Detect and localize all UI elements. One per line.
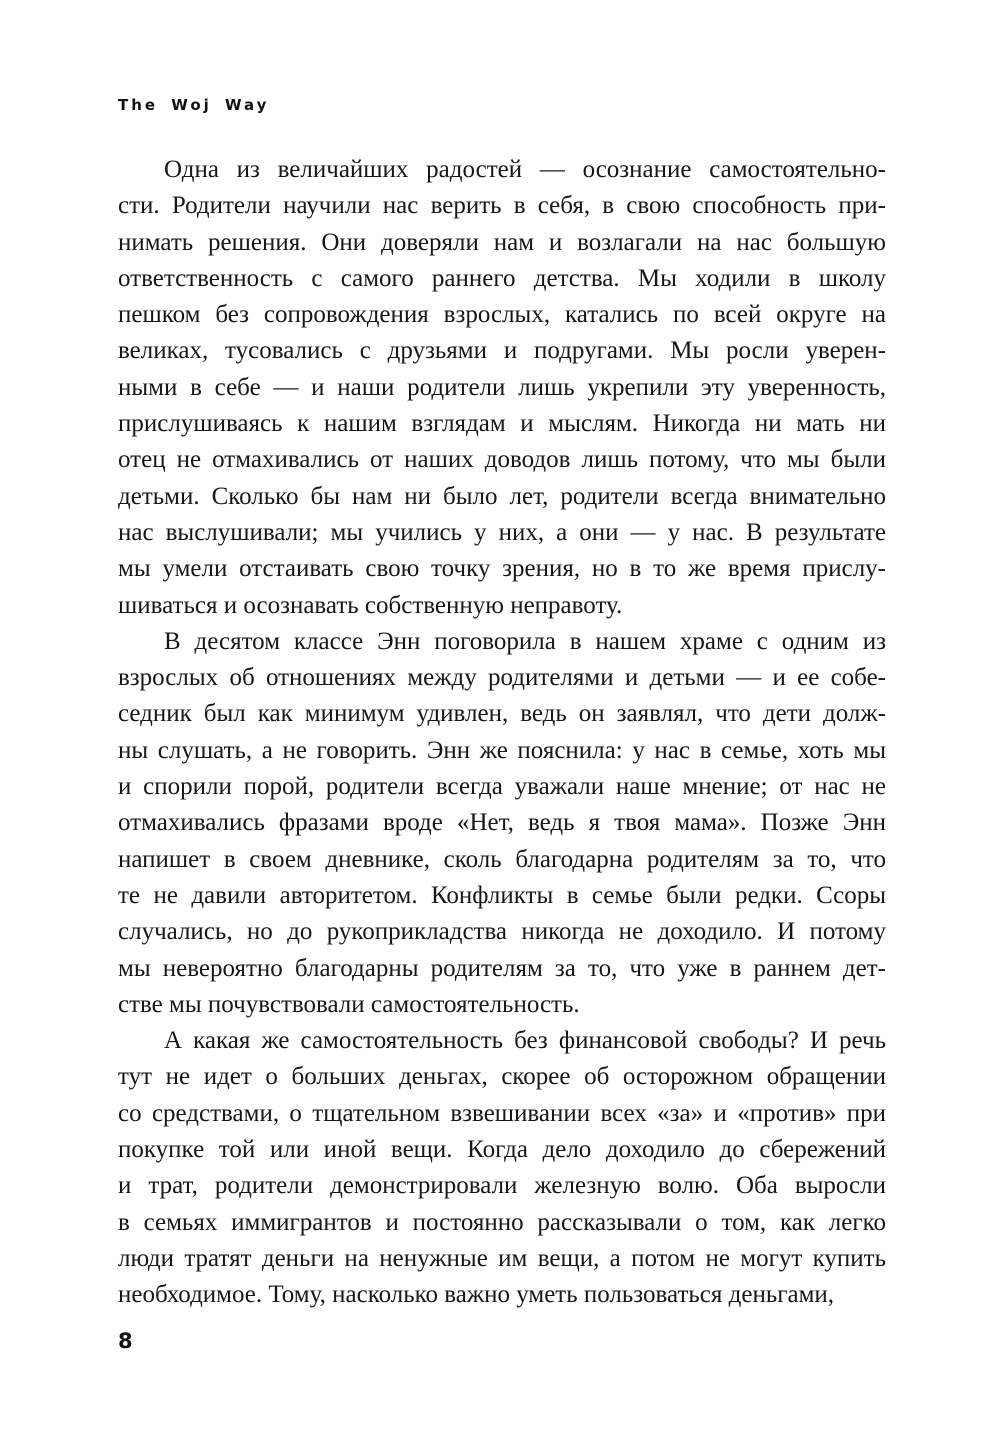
text-line: в семьях иммигрантов и постоянно рассказывали о том, как легко bbox=[118, 1208, 886, 1236]
text-line: стве мы почувствовали самостоятельность. bbox=[118, 990, 580, 1018]
text-line: взрослых об отношениях между родителями и детьми — и ее собе- bbox=[118, 664, 886, 692]
text-line: великах, тусовались с друзьями и подругами. Мы росли уверен- bbox=[118, 337, 886, 365]
text-line: тут не идет о больших деньгах, скорее об осторожном обращении bbox=[118, 1063, 886, 1091]
paragraph bbox=[118, 152, 886, 624]
text-line: ными в себе — и наши родители лишь укрепили эту уверенность, bbox=[118, 373, 886, 401]
paragraph bbox=[118, 1023, 886, 1313]
page-number: 8 bbox=[118, 1329, 133, 1353]
text-line: напишет в своем дневнике, сколь благодарна родителям за то, что bbox=[118, 845, 886, 873]
text-line: Одна из величайших радостей — осознание самостоятельно- bbox=[164, 156, 886, 183]
text-line: отмахивались фразами вроде «Нет, ведь я твоя мама». Позже Энн bbox=[118, 809, 886, 837]
text-line: сти. Родители научили нас верить в себя, в свою способность при- bbox=[118, 192, 886, 220]
text-line: нимать решения. Они доверяли нам и возлагали на нас большую bbox=[118, 228, 886, 256]
text-line: необходимое. Тому, насколько важно уметь пользоваться деньгами, bbox=[118, 1281, 835, 1309]
text-line: случались, но до рукоприкладства никогда не доходило. И потому bbox=[118, 918, 886, 946]
text-line: со средствами, о тщательном взвешивании всех «за» и «против» при bbox=[118, 1099, 886, 1127]
text-line: покупке той или иной вещи. Когда дело доходило до сбережений bbox=[118, 1136, 886, 1164]
text-line: прислушиваясь к нашим взглядам и мыслям. Никогда ни мать ни bbox=[118, 410, 886, 438]
text-line: мы умели отстаивать свою точку зрения, но в то же время прислу- bbox=[118, 555, 886, 583]
text-line: пешком без сопровождения взрослых, катались по всей округе на bbox=[118, 301, 886, 329]
text-line: шиваться и осознавать собственную неправоту. bbox=[118, 591, 623, 619]
text-line: ны слушать, а не говорить. Энн же пояснила: у нас в семье, хоть мы bbox=[118, 736, 886, 764]
paragraph bbox=[118, 624, 886, 1023]
text-line: мы невероятно благодарны родителям за то, что уже в раннем дет- bbox=[118, 954, 886, 982]
text-line: нас выслушивали; мы учились у них, а они — у нас. В результате bbox=[118, 518, 886, 546]
text-line: А какая же самостоятельность без финансовой свободы? И речь bbox=[164, 1027, 886, 1055]
text-line: отец не отмахивались от наших доводов лишь потому, что мы были bbox=[118, 446, 886, 474]
text-line: седник был как минимум удивлен, ведь он заявлял, что дети долж- bbox=[118, 700, 886, 728]
text-line: ответственность с самого раннего детства. Мы ходили в школу bbox=[118, 264, 886, 292]
text-line: детьми. Сколько бы нам ни было лет, родители всегда внимательно bbox=[118, 482, 886, 510]
text-line: люди тратят деньги на ненужные им вещи, а потом не могут купить bbox=[118, 1244, 886, 1272]
text-line: и трат, родители демонстрировали железную волю. Оба выросли bbox=[118, 1172, 886, 1200]
text-line: В десятом классе Энн поговорила в нашем храме с одним из bbox=[164, 627, 886, 655]
running-header: The Woj Way bbox=[118, 96, 270, 114]
text-line: те не давили авторитетом. Конфликты в семье были редки. Ссоры bbox=[118, 881, 886, 909]
body-text bbox=[118, 152, 886, 1314]
text-line: и спорили порой, родители всегда уважали наше мнение; от нас не bbox=[118, 773, 886, 801]
